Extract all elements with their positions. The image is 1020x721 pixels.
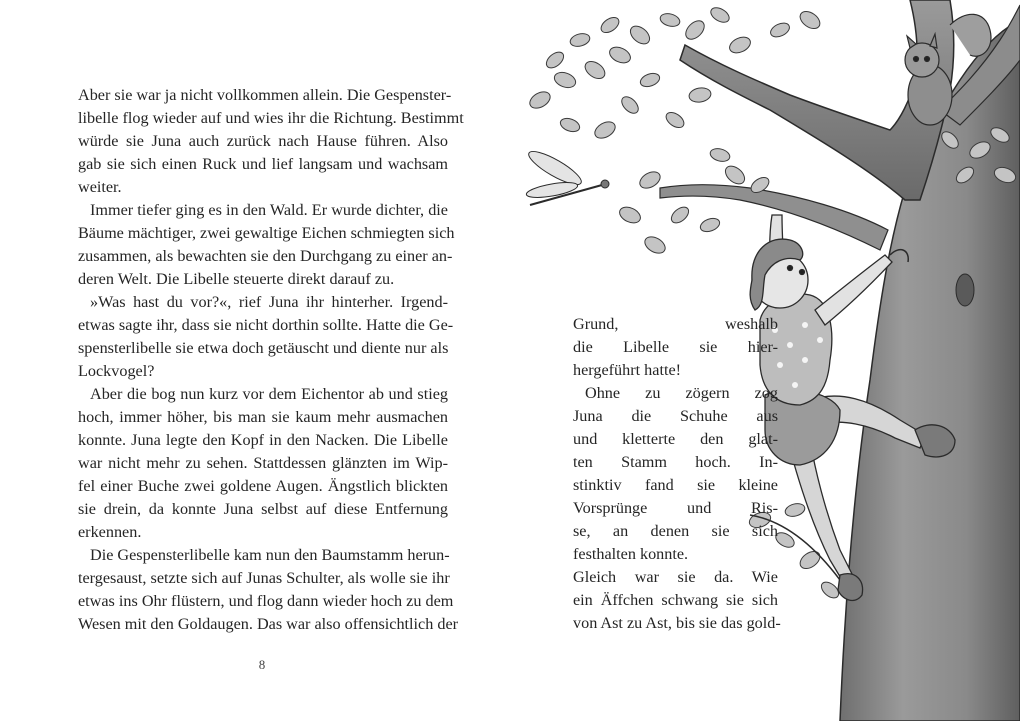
page-number: 8 [258,657,266,672]
text-line: Immer tiefer ging es in den Wald. Er wurde dichter, die [90,201,448,219]
text-line: ten Stamm hoch. In- [573,453,778,471]
text-line: Ohne zu zögern zog [585,384,778,402]
text-line: spensterlibelle sie etwa doch getäuscht und diente nur als [78,339,449,357]
text-line: festhalten konnte. [573,545,689,563]
text-line: ein Äffchen schwang sie sich [573,591,778,609]
text-line: war nicht mehr zu sehen. Stattdessen glänzten im Wip- [78,454,448,472]
text-line: libelle flog wieder auf und wies ihr die Richtung. Bestimmt [78,109,464,127]
text-line: stinktiv fand sie kleine [573,476,778,494]
tree-knot [956,274,974,306]
text-line: fel einer Buche zwei goldene Augen. Ängstlich blickten [78,477,448,495]
text-line: Bäume mächtiger, zwei gewaltige Eichen schmiegten sich [78,224,455,242]
text-line: von Ast zu Ast, bis sie das gold- [573,614,781,632]
text-line: weiter. [78,178,122,196]
dragonfly-illustration [525,146,609,205]
text-line: Die Gespensterlibelle kam nun den Baumstamm herun- [90,546,450,564]
text-line: konnte. Juna legte den Kopf in den Nacken. Die Libelle [78,431,448,449]
text-line: etwas ins Ohr flüstern, und flog dann wieder hoch zu dem [78,592,454,610]
text-line: Grund, weshalb [573,315,778,333]
text-line: Wesen mit den Goldaugen. Das war also offensichtlich der [78,615,459,633]
text-line: sie drein, da konnte Juna selbst auf diese Entfernung [78,500,448,518]
text-line: etwas sagte ihr, dass sie nicht dorthin sollte. Hatte die Ge- [78,316,454,334]
text-line: Juna die Schuhe aus [573,407,778,425]
text-line: se, an denen sie sich [573,522,778,540]
text-line: tergesaust, setzte sich auf Junas Schulter, als wolle sie ihr [78,569,450,587]
text-line: Gleich war sie da. Wie [573,568,778,586]
text-line: erkennen. [78,523,142,541]
text-line: und kletterte den glat- [573,430,778,448]
text-line: Vorsprünge und Ris- [573,499,778,517]
text-line: Aber sie war ja nicht vollkommen allein. Die Gespenster- [78,86,452,104]
left-page-text [78,84,464,636]
right-page-text [573,313,781,635]
text-line: Lockvogel? [78,362,155,380]
text-line: zusammen, als bewachten sie den Durchgang zu einer an- [78,247,453,265]
text-line: würde sie Juna auch zurück nach Hause führen. Also [78,132,448,150]
text-line: die Libelle sie hier- [573,338,778,356]
text-line: hoch, immer höher, bis man sie kaum mehr ausmachen [78,408,448,426]
text-line: Aber die bog nun kurz vor dem Eichentor ab und stieg [90,385,448,403]
text-line: gab sie sich einen Ruck und lief langsam und wachsam [78,155,448,173]
text-line: hergeführt hatte! [573,361,682,379]
text-line: deren Welt. Die Libelle steuerte direkt darauf zu. [78,270,395,288]
text-line: »Was hast du vor?«, rief Juna ihr hinterher. Irgend- [90,293,448,311]
